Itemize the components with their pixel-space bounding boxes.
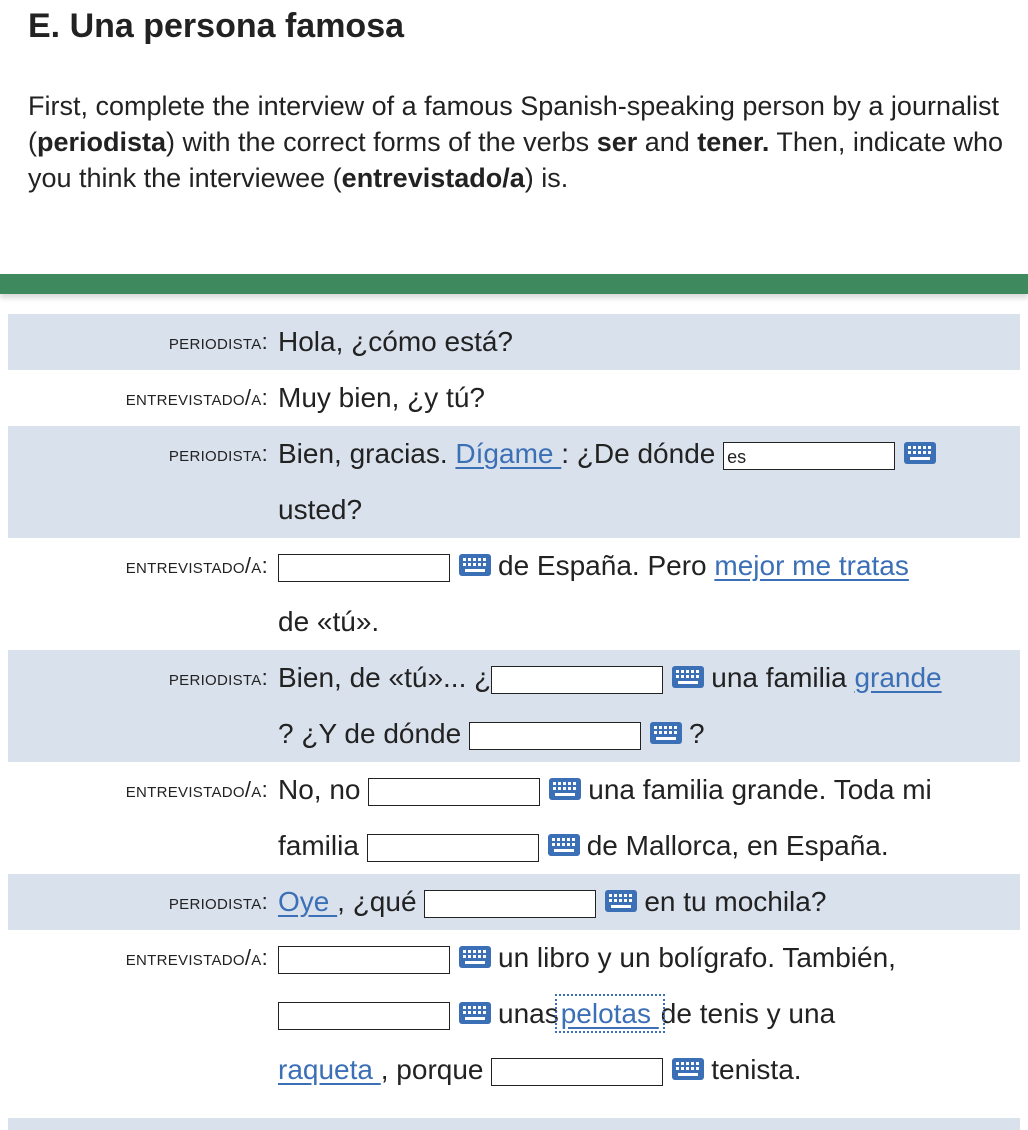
dialogue-row xyxy=(8,538,1020,650)
speaker-label: entrevistado/a: xyxy=(125,553,268,578)
answer-input-5[interactable] xyxy=(368,778,540,806)
gloss-link-mejor-me-tratas[interactable]: mejor me tratas xyxy=(714,550,909,581)
keyboard-icon[interactable] xyxy=(649,721,683,745)
next-row-strip xyxy=(8,1118,1020,1130)
exercise-title: E. Una persona famosa xyxy=(28,7,405,45)
answer-input-2[interactable] xyxy=(278,554,450,582)
answer-input-1[interactable]: es xyxy=(723,442,895,470)
keyboard-icon[interactable] xyxy=(458,553,492,577)
speaker-label: periodista: xyxy=(168,329,268,354)
dialogue-line: de España. Pero mejor me tratas de «tú». xyxy=(278,550,909,637)
dialogue-line: Hola, ¿cómo está? xyxy=(278,326,513,357)
dialogue xyxy=(8,314,1020,1098)
answer-input-4[interactable] xyxy=(469,722,641,750)
speaker-label: entrevistado/a: xyxy=(125,385,268,410)
answer-input-6[interactable] xyxy=(367,834,539,862)
keyboard-icon[interactable] xyxy=(458,945,492,969)
dialogue-row xyxy=(8,930,1020,1098)
keyboard-icon[interactable] xyxy=(671,1057,705,1081)
keyboard-icon[interactable] xyxy=(671,665,705,689)
answer-input-3[interactable] xyxy=(491,666,663,694)
gloss-link-oye[interactable]: Oye xyxy=(278,886,338,917)
answer-input-7[interactable] xyxy=(424,890,596,918)
dialogue-row xyxy=(8,370,1020,426)
dialogue-row xyxy=(8,762,1020,874)
speaker-label: periodista: xyxy=(168,665,268,690)
answer-input-9[interactable] xyxy=(278,1002,450,1030)
dialogue-line: Muy bien, ¿y tú? xyxy=(278,382,485,413)
keyboard-icon[interactable] xyxy=(604,889,638,913)
speaker-label: entrevistado/a: xyxy=(125,777,268,802)
keyboard-icon[interactable] xyxy=(547,833,581,857)
instructions: First, complete the interview of a famous Spanish-speaking person by a journalist (periodista) with the correct forms of the verbs ser and tener. Then, indicate who you think the interviewee (entrevistado/a) is. xyxy=(28,91,1003,193)
gloss-link-digame[interactable]: Dígame xyxy=(455,438,562,469)
dialogue-line: No, no una familia grande. Toda mi familia de Mallorca, en España. xyxy=(278,774,932,861)
dialogue-row xyxy=(8,426,1020,538)
keyboard-icon[interactable] xyxy=(458,1001,492,1025)
dialogue-row xyxy=(8,874,1020,930)
speaker-label: entrevistado/a: xyxy=(125,945,268,970)
dialogue-line: Bien, de «tú»... ¿ una familia grande ? ¿Y de dónde ? xyxy=(278,662,942,749)
dialogue-line: Bien, gracias. Dígame : ¿De dónde es usted? xyxy=(278,426,1020,538)
dialogue-line: Oye , ¿qué en tu mochila? xyxy=(278,886,827,917)
speaker-label: periodista: xyxy=(168,889,268,914)
gloss-link-grande[interactable]: grande xyxy=(854,662,942,693)
keyboard-icon[interactable] xyxy=(903,441,937,465)
section-divider-bar xyxy=(0,274,1028,294)
dialogue-line: un libro y un bolígrafo. También, unaspelotas de tenis y una raqueta , porque tenista. xyxy=(278,942,896,1085)
speaker-label: periodista: xyxy=(168,441,268,466)
gloss-link-pelotas[interactable]: pelotas xyxy=(560,998,659,1029)
answer-input-10[interactable] xyxy=(491,1058,663,1086)
dialogue-row xyxy=(8,650,1020,762)
answer-input-8[interactable] xyxy=(278,946,450,974)
dialogue-row xyxy=(8,314,1020,370)
gloss-link-raqueta[interactable]: raqueta xyxy=(278,1054,381,1085)
keyboard-icon[interactable] xyxy=(548,777,582,801)
